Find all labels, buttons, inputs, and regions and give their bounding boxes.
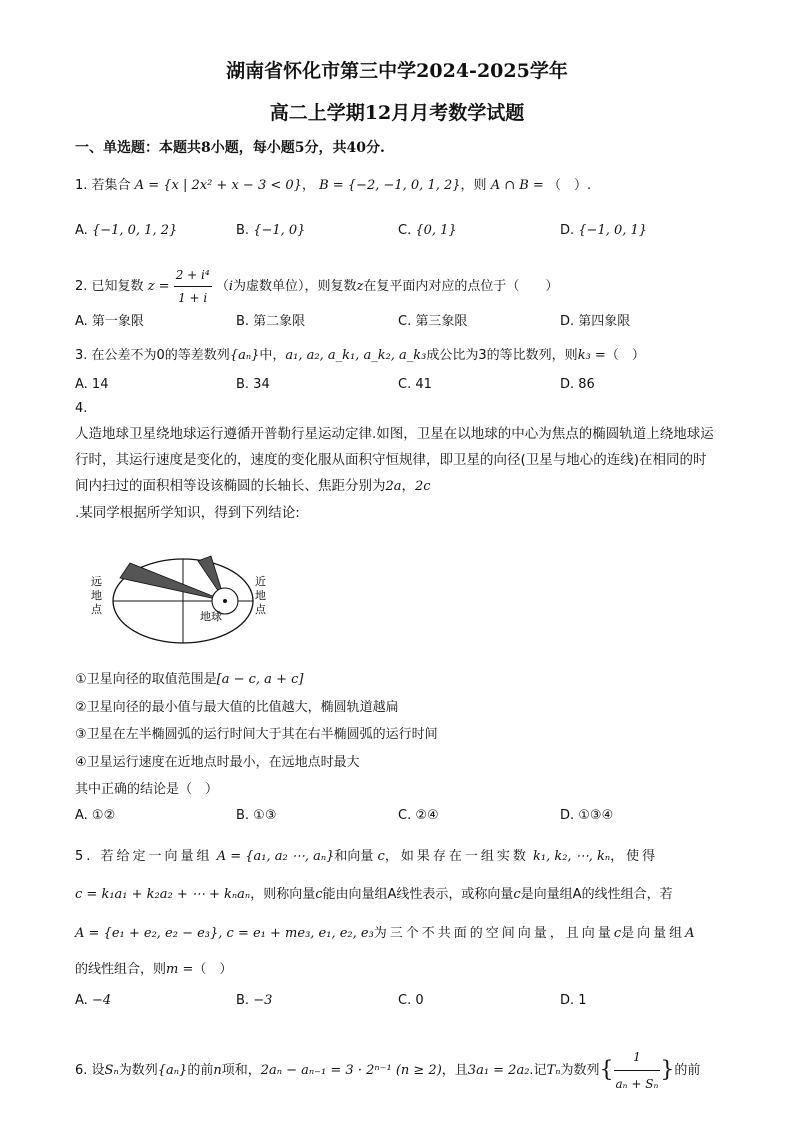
ellipse-orbit-figure [80,540,280,660]
q1-set-a: A = {x | 2x² + x − 3 < 0} [134,178,302,193]
q2-paren: （ [215,279,229,294]
q4-range: [a − c, a + c] [216,672,304,687]
q4-number: 4. [75,401,88,416]
q5-option-c[interactable]: C. 0 [398,993,424,1008]
q4-option-b[interactable]: B. ①③ [236,808,277,823]
q1-set-b: B = {−2, −1, 0, 1, 2} [319,178,461,193]
q1-mid: ，则 [460,178,487,193]
section-heading: 一、单选题：本题共8小题，每小题5分，共40分. [75,140,385,156]
q5-option-a[interactable]: A. −4 [75,993,112,1008]
q4-statement-4: ④卫星运行速度在近地点时最小，在远地点时最大 [75,755,360,770]
q2-prefix: 2. 已知复数 [75,279,144,294]
near-label-3: 点 [255,603,266,616]
q2-i: i [228,279,233,294]
far-label-3: 点 [91,603,102,616]
q2-option-c[interactable]: C. 第三象限 [398,314,468,329]
q1-comma: ， [301,178,315,193]
q2-z: z = [147,279,170,294]
q4-statement-3: ③卫星在左半椭圆弧的运行时间大于其在右半椭圆弧的运行时间 [75,727,438,742]
q4-option-a[interactable]: A. ①② [75,808,116,823]
q1-prefix: 1. 若集合 [75,178,131,193]
near-label-1: 近 [255,575,266,588]
question-2 [75,264,558,309]
q4-option-d[interactable]: D. ①③④ [560,808,614,823]
exam-title-line1: 湖南省怀化市第三中学2024-2025学年 [226,60,568,82]
q3-option-d[interactable]: D. 86 [560,377,595,392]
q3-option-a[interactable]: A. 14 [75,377,109,392]
q2-text3: 在复平面内对应的点位于（ ） [363,279,559,294]
q4-2a: 2a [385,479,402,494]
q1-expr: A ∩ B = [490,178,544,193]
question-6: 6. 设Sₙ为数列{aₙ}的前n项和，2aₙ − aₙ₋₁ = 3 · 2ⁿ⁻¹ (n ≥ 2)，且3a₁ = 2a₂.记Tₙ为数列{ $\frac{1}{\text{aₙ + Sₙ}}$ }的前 [75,1044,700,1097]
earth-center [223,599,227,603]
near-label-2: 地 [255,589,266,602]
exam-title-line2: 高二上学期12月月考数学试题 [269,102,525,124]
q4-statement-1: ①卫星向径的取值范围是[a − c, a + c] [75,672,304,687]
q4-statement-2: ②卫星向径的最小值与最大值的比值越大，椭圆轨道越扁 [75,700,399,715]
q3-suffix: （ ） [605,348,645,363]
q5-line4: 的线性组合，则m =（ ） [75,962,233,977]
q2-option-d[interactable]: D. 第四象限 [560,314,631,329]
q3-prefix: 3. 在公差不为0的等差数列 [75,348,230,363]
q5-option-b[interactable]: B. −3 [236,993,273,1008]
q1-option-b[interactable]: B. {−1, 0} [236,223,306,238]
question-1 [75,177,591,195]
q3-terms: a₁, a₂, a_k₁, a_k₂, a_k₃ [285,348,427,363]
q6-fraction: $\frac{1}{\text{aₙ + Sₙ}}$ [614,1044,661,1097]
far-label-1: 远 [91,575,102,588]
q1-option-c[interactable]: C. {0, 1} [398,223,457,238]
q4-para2: .某同学根据所学知识，得到下列结论: [75,505,300,521]
q3-option-c[interactable]: C. 41 [398,377,432,392]
q5-line1: 5. 若给定一向量组 A = {a₁, a₂ ⋯, aₙ}和向量 c，如果存在一组实数 k₁, k₂, ⋯, kₙ，使得 [75,849,659,864]
q2-text2: 为虚数单位），则复数 [233,279,357,294]
q3-k3: k₃ = [577,348,606,363]
q2-option-b[interactable]: B. 第二象限 [236,314,306,329]
q4-para1: 人造地球卫星绕地球运行遵循开普勒行星运动定律.如图，卫星在以地球的中心为焦点的椭圆轨道上绕地球运行时，其运行速度是变化的，速度的变化服从面积守恒规律，即卫星的向径(卫星与地心的连线)在相同的时间内扫过的面积相等设该椭圆的长轴长、焦距分别为 [75,426,714,494]
q1-option-a[interactable]: A. {−1, 0, 1, 2} [75,223,178,238]
q2-z2: z [356,279,364,294]
q1-option-d[interactable]: D. {−1, 0, 1} [560,223,648,238]
q4-option-c[interactable]: C. ②④ [398,808,439,823]
q4-ask: 其中正确的结论是（ ） [75,782,219,797]
earth-label: 地球 [200,610,222,623]
q3-text2: 中， [259,348,286,363]
q4-2c: 2c [415,479,431,494]
q2-fraction: $\frac{\text{2 + i⁴}}{1 + i}$ [174,264,212,309]
q5-line3: A = {e₁ + e₂, e₂ − e₃}, c = e₁ + me₃, e₁, e₂, e₃为三个不共面的空间向量，且向量c是向量组A [75,926,695,941]
question-3 [75,347,645,365]
q3-seq: {aₙ} [229,348,260,363]
q5-option-d[interactable]: D. 1 [560,993,587,1008]
q3-option-b[interactable]: B. 34 [236,377,270,392]
q5-line2: c = k₁a₁ + k₂a₂ + ⋯ + kₙaₙ，则称向量c能由向量组A线性表示，或称向量c是向量组A的线性组合，若 [75,887,673,902]
far-label-2: 地 [91,589,102,602]
q1-suffix: （ ）. [547,178,592,193]
q4-sep: ， [401,478,416,494]
q4-paragraph [75,421,720,526]
q3-text3: 成公比为3的等比数列，则 [426,348,578,363]
q2-option-a[interactable]: A. 第一象限 [75,314,144,329]
